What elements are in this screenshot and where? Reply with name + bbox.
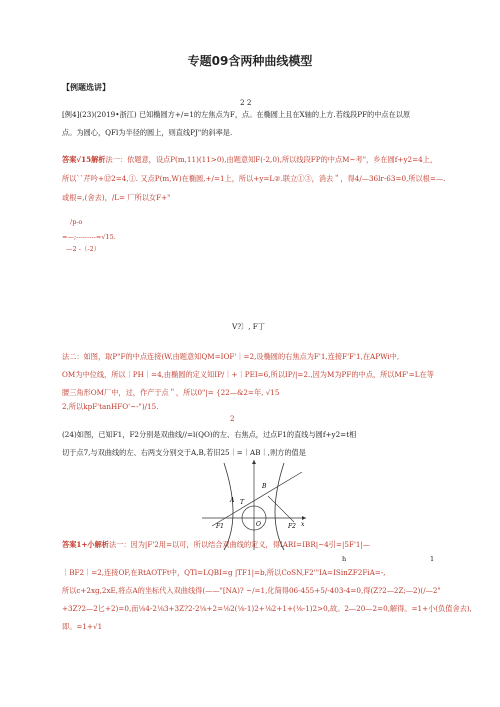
example2-answer-line2: ｜BF2｜=2,连接OF,在RtAOTFt中，QTl=LQBI=g |TF1|=b,所以CoSN,F2'"IA=ISinZF2FiA=-,: [62, 568, 386, 577]
answer-text: 法一：依题意，设点P(m,11)(11>0),由题意知F(-2,0),所以线段FP的中点M~考"，乡在圆f+y2=4上，: [105, 155, 438, 164]
example2-answer-line4: +3Z?2—2匕+2)=0,而⅛4-2⅛3+3Z?2-2⅛+2=⅛2(⅛-1)2+⅛2+1+(⅛-1)2>0,故。2—20—2=0,解得。=1+小(负值舍去),: [62, 604, 472, 613]
label-T: T: [240, 499, 245, 506]
fraction-mid: =—;---------=√15.: [62, 233, 116, 241]
figure-caption: V?〕, F丁: [232, 322, 265, 331]
example1-line2: 点。为圆心，QFl为半径的圆上，则直线PJ"的斜率是.: [62, 128, 233, 137]
answer-label: 答案: [62, 155, 77, 164]
page-title: 专题09含两种曲线模型: [187, 54, 313, 68]
example2-line2: 切于点7,与双曲线的左、右两支分别交于A,B,若旧25｜=｜AB｜,则方的值是: [62, 448, 306, 457]
example2-answer-line5: 即。=1+√1: [62, 622, 103, 631]
example1-line1: [例4](23)(2019•浙江) 已知椭圆方+/=1的左焦点为F，点。在椭圆上且在X轴的上方.若线段PF的中点在以原: [62, 110, 411, 119]
method2-line1: 法二：如图，取P"F的中点连接(W,由题意知QM=IOF'｜=2,设椭圆的右焦点为F'1,连接F'F'1,在APWi中,: [62, 352, 400, 361]
label-F1: F1: [216, 523, 224, 530]
method2-line4: 2,所以kpF'tanHFO'~-")/15.: [62, 402, 159, 411]
answer2-text: 法一：因为|F'2用=以可，所以结合双曲线的定义，得IARI=IBR|~4引=|5F'1|—: [108, 540, 371, 549]
answer2-h: h: [342, 555, 347, 563]
answer-tag: √15解析: [76, 155, 106, 164]
label-x: x: [301, 521, 305, 528]
answer2-tag: 1+小解析: [76, 540, 109, 549]
section-heading: 【例题选讲】: [62, 83, 110, 92]
label-O: O: [256, 521, 261, 528]
superscript-2-2: 2 2: [240, 98, 252, 107]
answer2-one: 1: [430, 555, 435, 563]
method2-line3: 腰三角形OM厂中，过，作产于点＂，所以0"|= {22—&2=年, √15: [62, 388, 280, 397]
example2-answer-line1: [62, 540, 370, 549]
method2-line2: OM为中位线，所以｜PH｜=4,由椭圆的定义知IP/｜+｜PEI=6,所以IP/|=2.,因为M为PF的中点，所以MF'=L在等: [62, 370, 434, 379]
fraction-bottom: —2 -（-2）: [66, 245, 101, 253]
example1-answer-line3: 或根=,(舍去)，/L= 厂所以女F+": [62, 193, 171, 202]
hyperbola-diagram: [202, 458, 308, 553]
hyperbola-right-branch: [275, 463, 284, 550]
example2-line1: (24)如图，已知F1，F2分别是双曲线//=l(QO)的左、右焦点，过点F1的直线与圆f+y2=t相: [62, 430, 357, 439]
hyperbola-left-branch: [224, 463, 233, 550]
example2-answer-line3: 所以c+2xg,2xE,将点A的坐标代入双曲线得(——"[NA)? ~/=1,化简得06-455+5/-403-4=0,得(Z?2—2Z;—2)(/—2": [62, 586, 441, 595]
y-axis-arrow: [252, 460, 256, 464]
x-axis-arrow: [302, 516, 306, 520]
example1-answer-line2: 所以``芹吟+⑫2=4,①. 又点P(m,W)在椭圆,+/=1上，所以+y=L②.联立①③，消去＂，得4/—36lr-63=0,所以根=—.: [62, 174, 446, 183]
fraction-top: /p-o: [70, 218, 83, 226]
label-B: B: [262, 483, 267, 490]
example1-answer-line1: [62, 155, 437, 164]
answer2-label: 答案: [62, 540, 77, 549]
label-F2: F2: [288, 523, 296, 530]
method2-line5: 2: [230, 414, 235, 423]
label-A: A: [230, 497, 235, 504]
